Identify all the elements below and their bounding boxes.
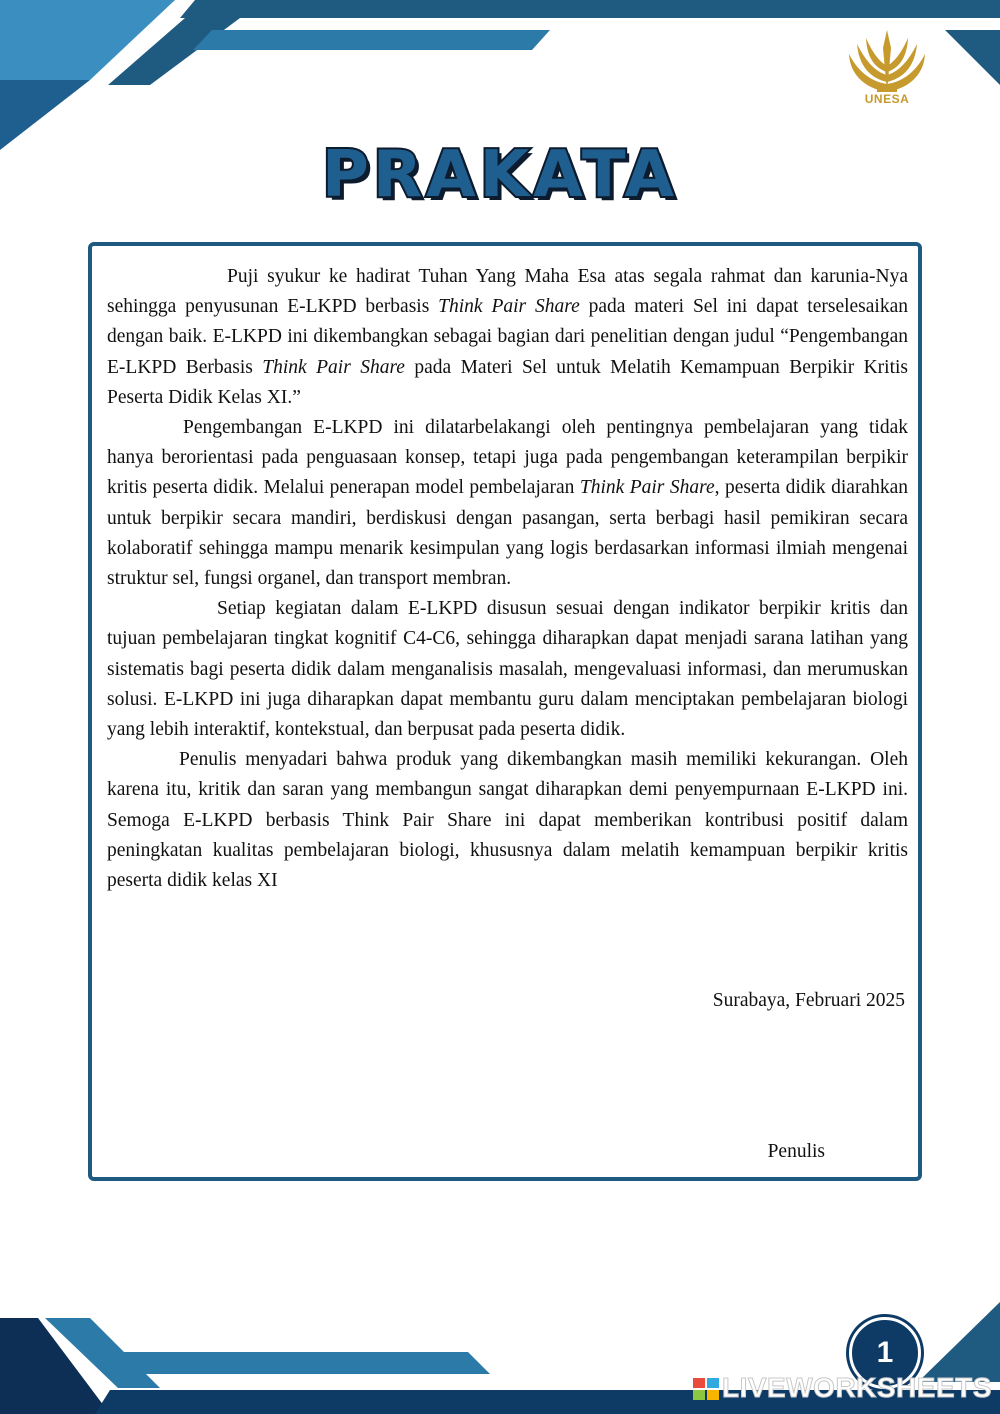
author-signature: Penulis xyxy=(767,1141,825,1162)
p2-seg-2: Think Pair Share xyxy=(579,477,715,499)
p1-seg-5: pada Materi Sel untuk Melatih Kemampuan Berpikir Kritis Peserta Didik Kelas XI.” xyxy=(107,356,909,408)
paragraph-2 xyxy=(107,413,908,594)
bottom-right-triangle xyxy=(918,1302,1000,1382)
p2-seg-3: , peserta didik diarahkan untuk berpikir secara mandiri, berdiskusi dengan pasangan, serta berbagi hasil pemikiran secara kolaboratif sehingga mampu menarik kesimpulan yang logis berdasarkan informasi ilmiah mengenai struktur sel, fungsi organel, dan transport membran. xyxy=(107,477,908,590)
p1-seg-4: Think Pair Share xyxy=(262,356,405,378)
place-date: Surabaya, Februari 2025 xyxy=(712,990,905,1011)
p1-seg-1: Puji syukur ke hadirat Tuhan Yang Maha Esa atas segala rahmat dan karunia-Nya sehingga penyusunan E-LKPD berbasis xyxy=(107,266,908,318)
paragraph-4: Penulis menyadari bahwa produk yang dikembangkan masih memiliki kekurangan. Oleh karena itu, kritik dan saran yang membangun sangat diharapkan demi penyempurnaan E-LKPD ini. Semoga E-LKPD berbasis Think Pair Share ini dapat memberikan kontribusi positif dalam peningkatan kualitas pembelajaran biologi, khususnya dalam melatih kemampuan berpikir kritis peserta didik kelas XI xyxy=(107,749,908,892)
page-title: PRAKATA xyxy=(321,138,679,212)
top-right-triangle xyxy=(945,30,1000,85)
p1-seg-3: pada materi Sel ini dapat terselesaikan dengan baik. E-LKPD ini dikembangkan sebagai bagian dari penelitian dengan judul “Pengembangan E-LKPD Berbasis xyxy=(107,296,908,378)
paragraph-3: Setiap kegiatan dalam E-LKPD disusun sesuai dengan indikator berpikir kritis dan tujuan pembelajaran tingkat kognitif C4-C6, sehingga diharapkan dapat menjadi sarana latihan yang sistematis bagi peserta didik dalam menganalisis masalah, mengevaluasi informasi, dan merumuskan solusi. E-LKPD ini juga diharapkan dapat membantu guru dalam menciptakan pembelajaran biologi yang lebih interaktif, kontekstual, dan berpusat pada peserta didik. xyxy=(107,598,908,741)
page-number-badge: 1 xyxy=(849,1317,921,1389)
logo-text: UNESA xyxy=(864,92,910,106)
paragraph-1 xyxy=(107,262,908,413)
top-band xyxy=(180,0,1000,18)
bottom-bar-accent xyxy=(88,1352,490,1374)
liveworksheets-logo-icon xyxy=(693,1378,719,1400)
watermark-text: LIVEWORKSHEETS xyxy=(722,1372,992,1402)
p1-seg-2: Think Pair Share xyxy=(438,296,580,318)
p2-seg-1: Pengembangan E-LKPD ini dilatarbelakangi oleh pentingnya pembelajaran yang tidak hanya berorientasi pada penguasaan konsep, tetapi juga pada pengembangan keterampilan berpikir kritis peserta didik. Melalui penerapan model pembelajaran xyxy=(107,417,908,499)
top-bar-accent xyxy=(193,30,550,50)
preface-body xyxy=(107,262,908,896)
